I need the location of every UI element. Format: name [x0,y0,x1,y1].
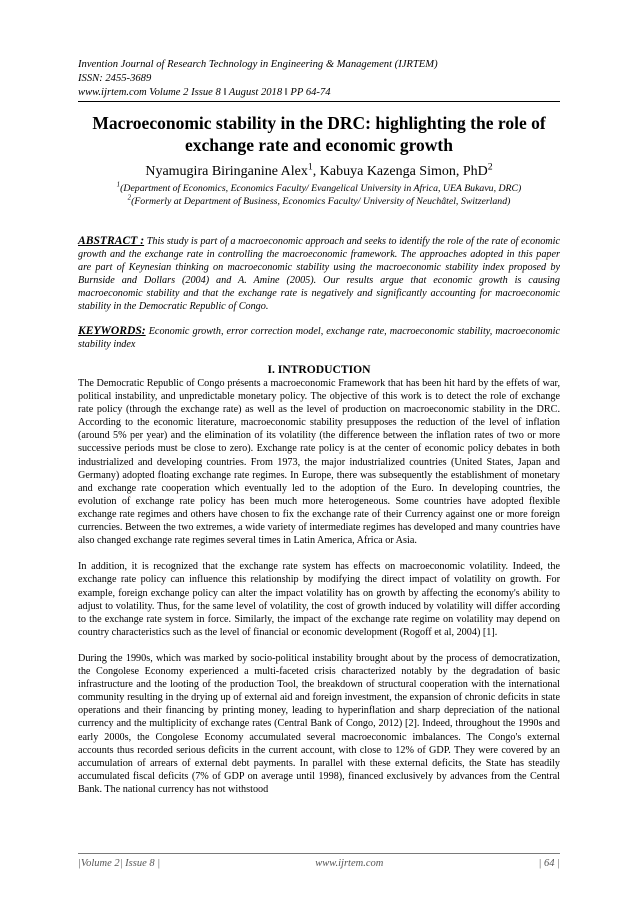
paragraph-2: In addition, it is recognized that the exchange rate system has effects on macroeconomic volatility. Indeed, the exchange rate policy can influence this relationship by modifying the direct impact of volatility on growth. For example, foreign exchange policy can alter the impact volatility has on growth by affecting the economy's ability to adjust to volatility. Thus, for the same level of volatility, the cost of growth induced by volatility will differ according to the exchange rate system in force. Similarly, the impact of the exchange rate regime on volatility may depend on country characteristics such as the level of financial or economic development (Rogoff et al, 2004) [1]. [78,561,560,638]
footer-volume: |Volume 2| Issue 8 | [78,858,161,869]
keywords-text: Economic growth, error correction model, exchange rate, macroeconomic stability, macroeconomic stability index [78,326,561,351]
affiliation-2-text: (Formerly at Department of Business, Economics Faculty/ University of Neuchâtel, Switzerland) [131,195,511,207]
paper-title: Macroeconomic stability in the DRC: highlighting the role of exchange rate and economic growth [92,113,546,155]
page-footer [78,853,560,869]
affiliations [78,183,560,208]
author-1: Nyamugira Biringanine Alex [145,164,308,179]
affiliation-2 [78,196,560,209]
paragraph-3: During the 1990s, which was marked by socio-political instability brought about by the process of democratization, the Congolese Economy experienced a multi-faceted crisis characterized notably by the degradation of basic infrastructure and the looting of the production Tool, the breakdown of structural cooperation with the international community resulting in the drying up of external aid and foreign investment, the expansion of chronic deficits in state operations and their financing by printing money, leading to hyperinflation and sharp depreciation of the national currency and the multiplicity of exchange rates (Central Bank of Congo, 2012) [2]. Indeed, throughout the 1990s and early 2000s, the Congolese Economy accumulated several macroeconomic imbalances. The Congo's external accounts thus recorded serious deficits in the current account, with close to 12% of GDP. They were covered by an accumulation of arrears of external debt payments. In parallel with these external deficits, the State has steadily accumulated fiscal deficits (7% of GDP on average until 1998), financed exclusively by advances from the Central Bank. The national currency has not withstood [78,652,560,795]
author-2-mark: 2 [487,161,493,173]
abstract-text: This study is part of a macroeconomic approach and seeks to identify the role of the rate of economic growth and the exchange rate in controlling the macroeconomic framework. The approaches adopted in this paper are part of Keynesian thinking on macroeconomic stability using the macroeconomic stability index proposed by Burnside and Dollars (2004) and A. Amine (2005). Our results argue that economic growth is causing macroeconomic stability and that the exchange rate is negatively and significantly accounting for macroeconomic stability in the Democratic Republic of Congo. [78,236,560,313]
keywords-label: KEYWORDS: [78,324,146,337]
author-line [78,163,560,181]
journal-header [78,58,560,102]
author-separator: , [312,164,320,179]
keywords [78,324,560,351]
journal-issn: ISSN: 2455-3689 [78,73,152,84]
journal-name: Invention Journal of Research Technology in Engineering & Management (IJRTEM) [78,59,438,70]
body-text [78,377,560,809]
footer-website[interactable]: www.ijrtem.com [315,858,384,869]
affiliation-1-mark: 1 [116,181,121,189]
affiliation-2-mark: 2 [127,194,132,202]
author-2: Kabuya Kazenga Simon, PhD [319,164,488,179]
journal-issue-line: www.ijrtem.com Volume 2 Issue 8 ǁ August 2018 ǁ PP 64-74 [78,87,331,98]
affiliation-1 [78,183,560,196]
abstract-label: ABSTRACT : [78,234,145,247]
author-1-mark: 1 [307,161,313,173]
header-divider [78,101,560,102]
footer-page-number: | 64 | [538,858,560,869]
section-heading: I. INTRODUCTION [267,363,371,376]
abstract [78,234,560,314]
paragraph-1: The Democratic Republic of Congo présents a macroeconomic Framework that has been hit hard by the effets of war, political instability, and unpredictable monetary policy. The objective of this work is to detect the role of exchange rate policy (through the exchange rate) as well as the level of production on macroeconomic stability in the DRC. According to the economic literature, macroeconomic stability presupposes the reduction of the level of inflation (around 5% per year) and the elimination of its volatility (the difference between the inflation rates of two or more successive periods must be close to zero). Exchange rate policy is at the center of economic policy debates in both industrialized and developing countries. From 1973, the major industrialized countries (United States, Japan and Germany) adopted floating exchange rate regimes. In Europe, there was subsequently the establishment of monetary and exchange rate cooperation which eventually led to the adoption of the Euro. In developing countries, the evolution of exchange rate policy has been much more heterogeneous. Some countries have adopted flexible exchange rate regimes and others have chosen to fix the exchange rate of their Currency against one or more foreign currencies. Between the two extremes, a wide variety of intermediate regimes has developed and many countries have also changed exchange rate regimes several times in Latin America, Africa or Asia. [78,378,560,547]
affiliation-1-text: (Department of Economics, Economics Faculty/ Evangelical University in Africa, UEA Bukavu, DRC) [120,183,522,194]
